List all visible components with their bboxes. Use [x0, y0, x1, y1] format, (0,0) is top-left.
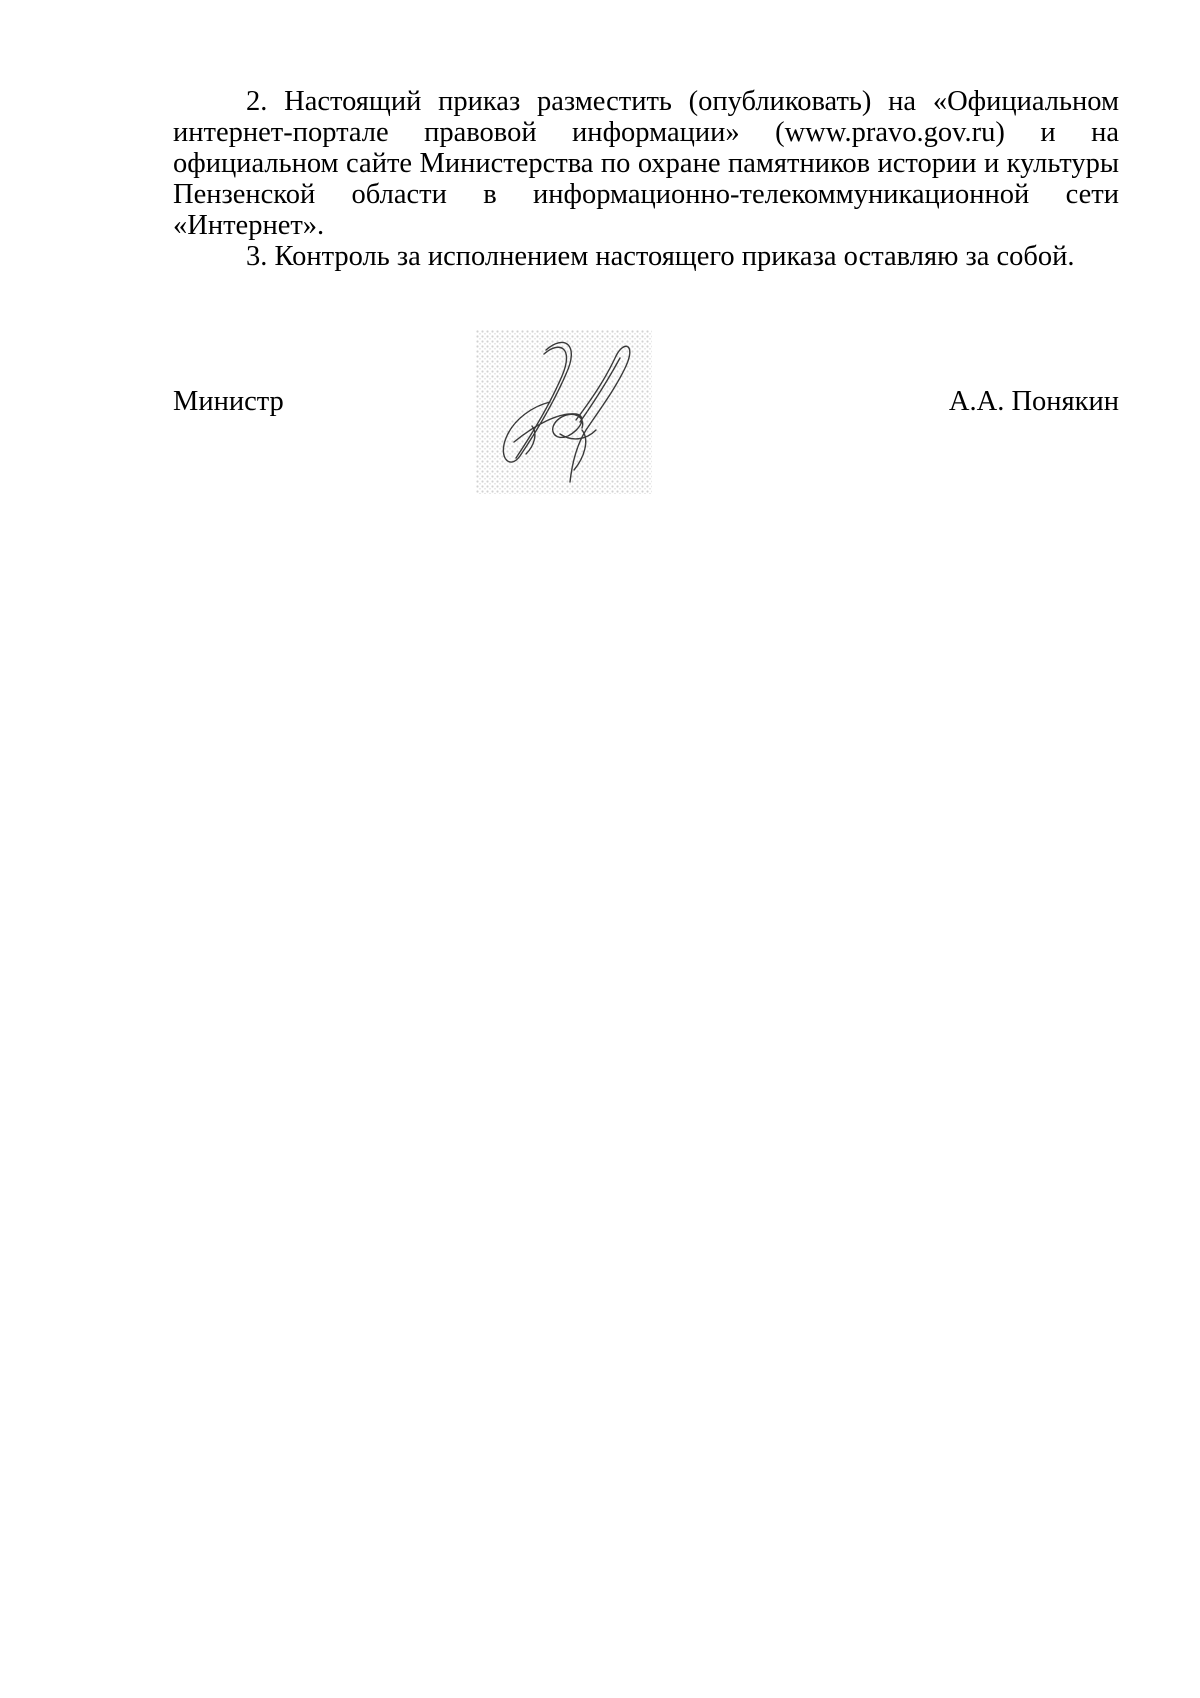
paragraph-2-number: 2. [246, 86, 268, 117]
paragraph-3-number: 3. [246, 241, 268, 272]
signer-name: А.А. Понякин [948, 386, 1119, 417]
document-body [173, 86, 1119, 272]
handwritten-signature [476, 330, 652, 494]
paragraph-2 [173, 86, 1119, 241]
paragraph-3-text: Контроль за исполнением настоящего приказа оставляю за собой. [274, 241, 1075, 272]
signature-background [476, 330, 652, 494]
signer-position: Министр [173, 386, 284, 417]
paragraph-2-text: Настоящий приказ разместить (опубликовать) на «Официальном интернет-портале правовой информации» (www.pravo.gov.ru) и на официальном сайте Министерства по охране памятников истории и культуры Пензенской области в информационно-телекоммуникационной сети «Интернет». [173, 86, 1119, 241]
paragraph-3 [173, 241, 1119, 272]
